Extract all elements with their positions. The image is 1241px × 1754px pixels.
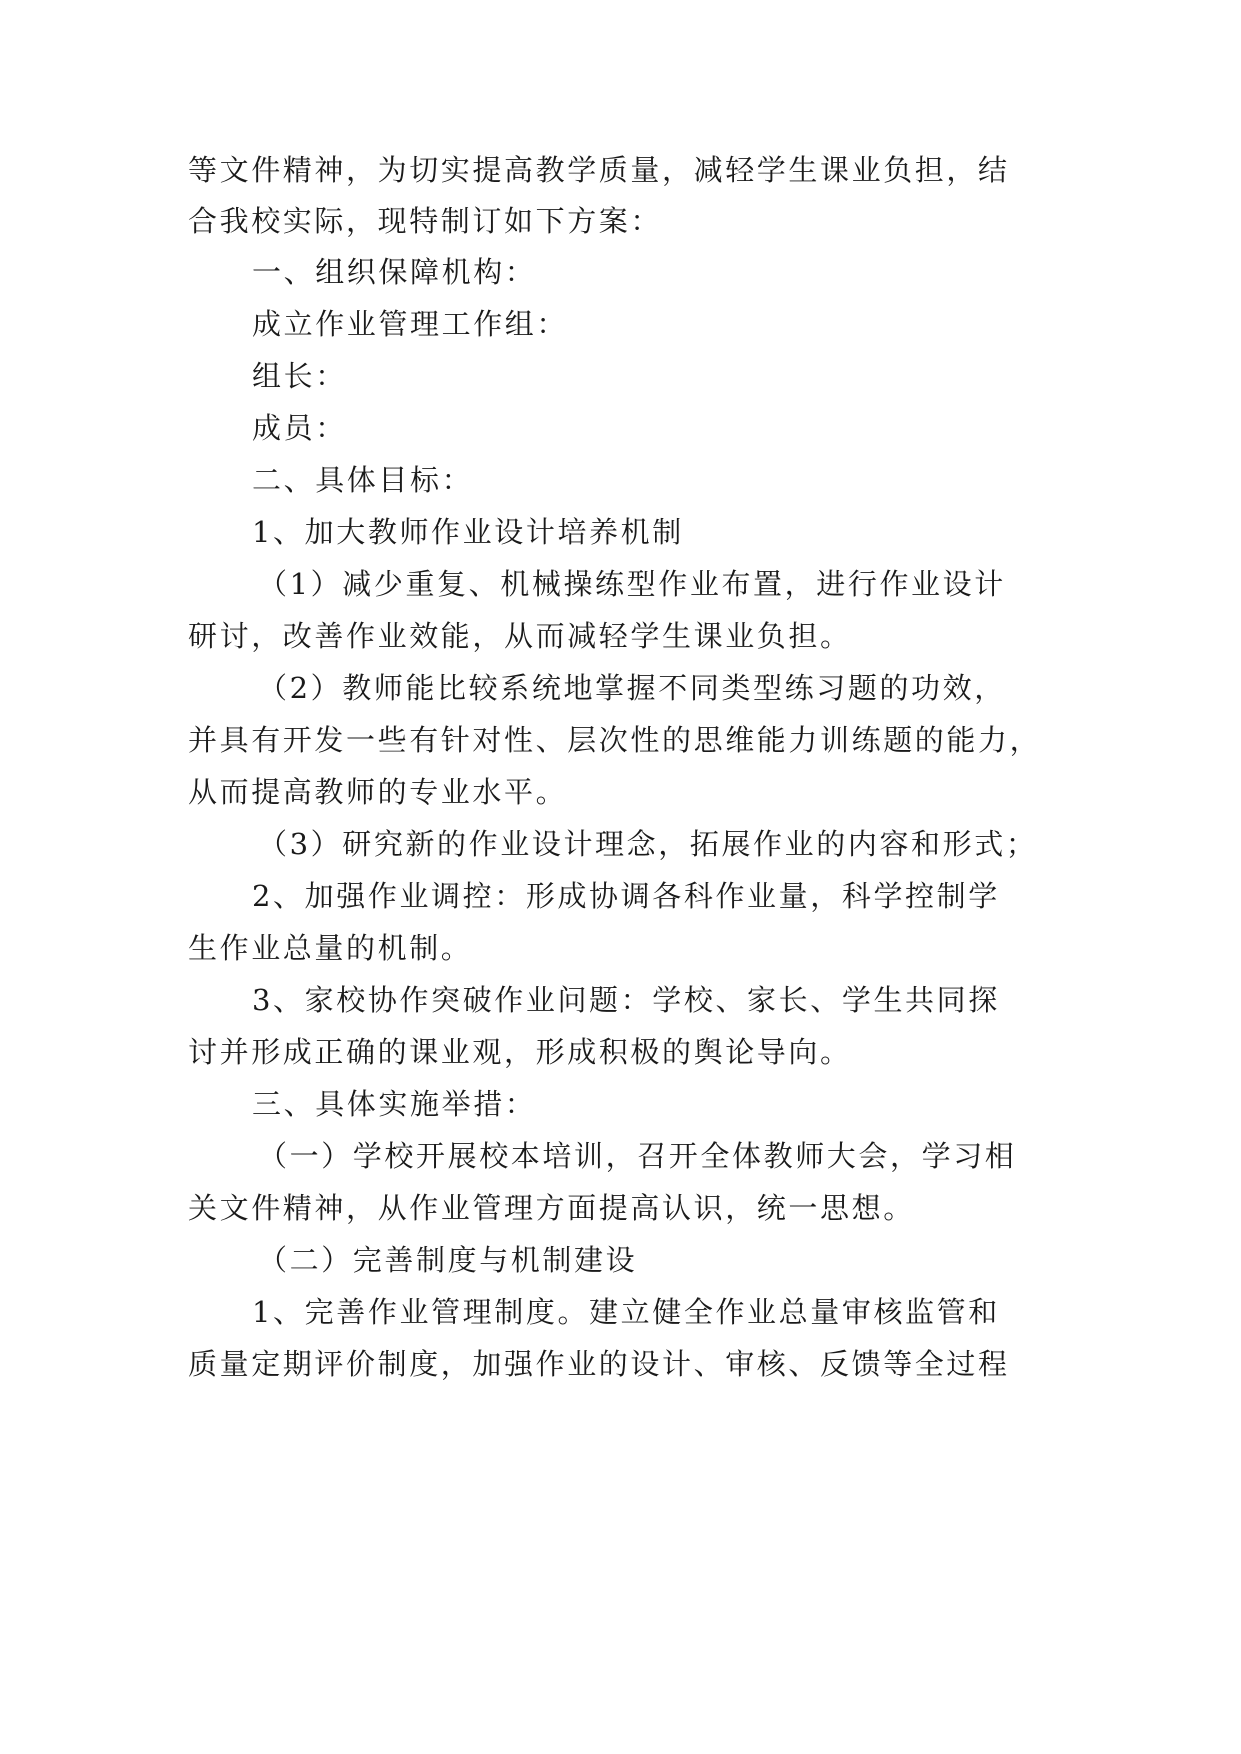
section-heading: 二、具体目标：: [252, 463, 474, 497]
text-line: 等文件精神，为切实提高教学质量，减轻学生课业负担，结: [188, 153, 1010, 187]
text-line: 3、家校协作突破作业问题：学校、家长、学生共同探: [252, 983, 1000, 1017]
text-line: 组长：: [252, 359, 347, 393]
text-line: 生作业总量的机制。: [188, 931, 473, 965]
subsection-heading: （二）完善制度与机制建设: [258, 1243, 638, 1277]
text-line: 关文件精神，从作业管理方面提高认识，统一思想。: [188, 1191, 915, 1225]
text-line: 合我校实际，现特制订如下方案：: [188, 204, 663, 238]
text-line: 讨并形成正确的课业观，形成积极的舆论导向。: [188, 1035, 852, 1069]
text-line: （1）减少重复、机械操练型作业布置，进行作业设计: [258, 567, 1006, 601]
text-line: 1、加大教师作业设计培养机制: [252, 515, 684, 549]
text-line: 1、完善作业管理制度。建立健全作业总量审核监管和: [252, 1295, 1000, 1329]
section-heading: 一、组织保障机构：: [252, 255, 537, 289]
text-line: 成员：: [252, 411, 347, 445]
text-line: （一）学校开展校本培训，召开全体教师大会，学习相: [258, 1139, 1017, 1173]
text-line: 成立作业管理工作组：: [252, 307, 569, 341]
text-line: （3）研究新的作业设计理念，拓展作业的内容和形式；: [258, 827, 1038, 861]
section-heading: 三、具体实施举措：: [252, 1087, 537, 1121]
text-line: 质量定期评价制度，加强作业的设计、审核、反馈等全过程: [188, 1347, 1010, 1381]
text-line: 从而提高教师的专业水平。: [188, 775, 568, 809]
text-line: 研讨，改善作业效能，从而减轻学生课业负担。: [188, 619, 852, 653]
text-line: （2）教师能比较系统地掌握不同类型练习题的功效，: [258, 671, 1006, 705]
text-line: 并具有开发一些有针对性、层次性的思维能力训练题的能力，: [188, 723, 1042, 757]
text-line: 2、加强作业调控：形成协调各科作业量，科学控制学: [252, 879, 1000, 913]
